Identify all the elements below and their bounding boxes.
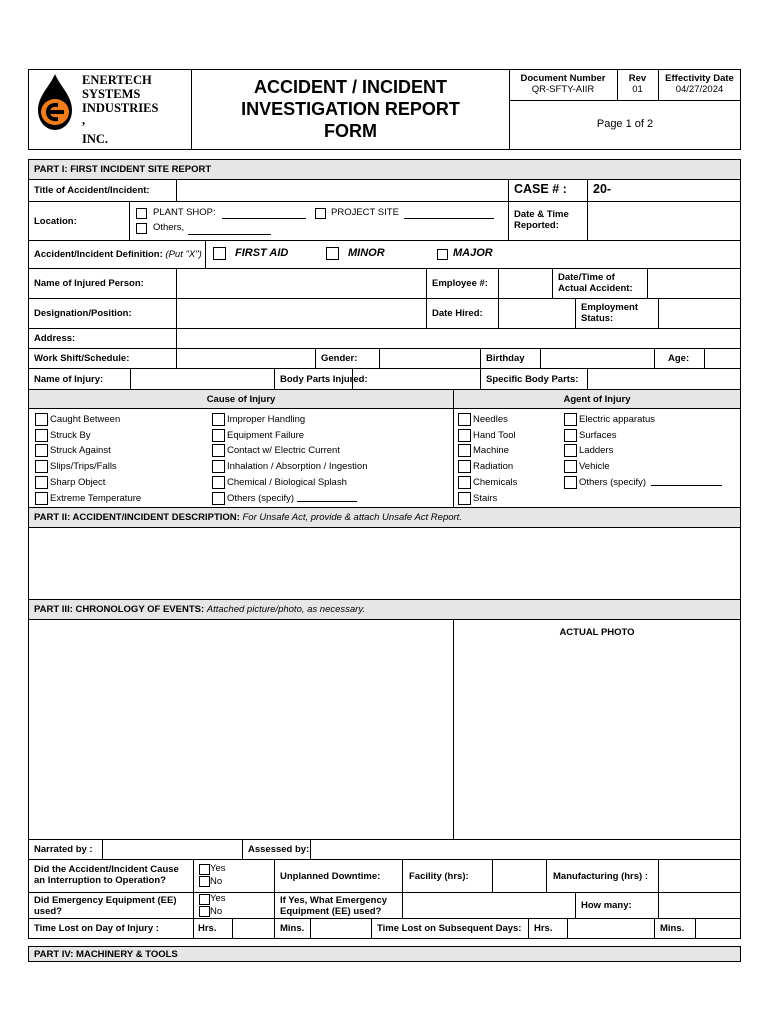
plant-shop-label: PLANT SHOP: <box>153 207 216 218</box>
definition-hint: (Put "X") <box>165 249 202 260</box>
gender-input[interactable] <box>380 349 480 367</box>
cause-option-label: Chemical / Biological Splash <box>227 476 347 488</box>
project-site-checkbox[interactable] <box>315 208 326 219</box>
cause-option-label: Equipment Failure <box>227 429 305 441</box>
rev-label: Rev <box>628 73 647 84</box>
narrated-by-input[interactable] <box>103 840 242 858</box>
age-input[interactable] <box>705 349 740 367</box>
actual-photo-label: ACTUAL PHOTO <box>559 627 635 638</box>
others-location-input[interactable] <box>188 224 271 235</box>
agent-option-label: Needles <box>473 414 508 425</box>
employee-no-label: Employee #: <box>432 278 488 289</box>
time-lost-day-mins-label: Mins. <box>280 923 305 934</box>
first-aid-checkbox[interactable] <box>213 247 226 260</box>
agent-option-checkbox[interactable] <box>458 429 471 442</box>
interruption-no-label: No <box>210 876 223 887</box>
minor-label: MINOR <box>348 247 385 259</box>
agent-option-checkbox[interactable] <box>458 444 471 457</box>
major-checkbox[interactable] <box>437 249 448 260</box>
part2-note: For Unsafe Act, provide & attach Unsafe Act Report. <box>242 512 462 523</box>
agent-option-label: Surfaces <box>579 429 617 441</box>
company-name-line4: , <box>82 113 86 127</box>
cause-option-checkbox[interactable] <box>212 444 225 457</box>
designation-input[interactable] <box>177 299 426 327</box>
agent-option-checkbox[interactable] <box>564 476 577 489</box>
description-textarea[interactable] <box>29 528 740 599</box>
doc-number-label: Document Number <box>520 73 606 84</box>
actual-photo-area[interactable] <box>454 640 740 839</box>
plant-shop-input[interactable] <box>222 208 306 219</box>
agent-option-label: Stairs <box>473 492 498 504</box>
cause-option-checkbox[interactable] <box>35 476 48 489</box>
agent-others-specify-line[interactable] <box>651 477 722 486</box>
part2-heading <box>34 512 462 523</box>
company-name-line5: INC. <box>82 132 109 146</box>
cause-option-label: Others (specify) <box>227 492 295 504</box>
date-reported-label: Date & Time Reported: <box>514 209 569 231</box>
project-site-label: PROJECT SITE <box>331 207 399 218</box>
cause-others-specify-line[interactable] <box>297 493 357 502</box>
cause-option-checkbox[interactable] <box>35 492 48 505</box>
interruption-no-checkbox[interactable] <box>199 876 210 887</box>
cause-option-checkbox[interactable] <box>212 429 225 442</box>
designation-label: Designation/Position: <box>34 308 132 319</box>
cause-option-label: Inhalation / Absorption / Ingestion <box>227 461 368 473</box>
cause-option-label: Sharp Object <box>50 476 106 488</box>
cause-option-checkbox[interactable] <box>35 444 48 457</box>
part3-note: Attached picture/photo, as necessary. <box>206 604 366 615</box>
time-lost-day-hrs-label: Hrs. <box>198 923 217 934</box>
date-reported-input[interactable] <box>588 202 740 239</box>
effectivity-date-value: 04/27/2024 <box>675 84 724 95</box>
agent-option-label: Hand Tool <box>473 429 516 441</box>
body-parts-label: Body Parts Injured: <box>280 374 368 385</box>
birthday-label: Birthday <box>486 353 525 364</box>
company-name-line1: ENERTECH <box>82 73 152 87</box>
company-name-line2: SYSTEMS <box>82 87 141 101</box>
doc-number-value: QR-SFTY-AIIR <box>531 84 595 95</box>
others-location-checkbox[interactable] <box>136 223 147 234</box>
part3-heading-text: PART III: CHRONOLOGY OF EVENTS: <box>34 604 205 615</box>
agent-option-label: Others (specify) <box>579 476 647 488</box>
injury-name-input[interactable] <box>131 369 274 388</box>
first-aid-label: FIRST AID <box>235 247 289 259</box>
manufacturing-hrs-label: Manufacturing (hrs) : <box>553 871 648 882</box>
agent-option-label: Vehicle <box>579 461 610 473</box>
injured-name-input[interactable] <box>177 269 426 297</box>
ee-what-question: If Yes, What Emergency Equipment (EE) used? <box>280 895 388 917</box>
work-shift-input[interactable] <box>177 349 315 367</box>
cause-option-label: Contact w/ Electric Current <box>227 445 340 457</box>
location-label: Location: <box>34 216 77 227</box>
cause-option-label: Extreme Temperature <box>50 492 142 504</box>
others-location-label: Others, <box>153 222 185 233</box>
employee-no-input[interactable] <box>499 269 552 297</box>
cause-option-checkbox[interactable] <box>35 429 48 442</box>
cause-option-checkbox[interactable] <box>212 476 225 489</box>
case-value[interactable]: 20- <box>593 182 612 196</box>
title-label: Title of Accident/Incident: <box>34 185 150 196</box>
manufacturing-hrs-input[interactable] <box>659 860 740 891</box>
cause-option-label: Struck Against <box>50 445 111 457</box>
agent-option-checkbox[interactable] <box>564 429 577 442</box>
unplanned-downtime-label: Unplanned Downtime: <box>280 871 381 882</box>
address-input[interactable] <box>177 329 740 347</box>
project-site-input[interactable] <box>404 208 494 219</box>
assessed-by-label: Assessed by: <box>248 844 310 855</box>
agent-heading: Agent of Injury <box>563 394 631 405</box>
case-label: CASE # : <box>514 182 567 196</box>
cause-option-checkbox[interactable] <box>212 492 225 505</box>
form-title-line3: FORM <box>324 121 377 141</box>
page-info: Page 1 of 2 <box>596 118 654 130</box>
cause-option-checkbox[interactable] <box>35 413 48 426</box>
employment-status-label: Employment Status: <box>581 302 639 324</box>
ee-yes-label: Yes <box>210 893 226 904</box>
date-time-actual-input[interactable] <box>648 269 740 297</box>
cause-option-checkbox[interactable] <box>212 460 225 473</box>
interruption-yes-checkbox[interactable] <box>199 864 210 875</box>
interruption-yes-label: Yes <box>210 863 226 874</box>
time-lost-subsequent-label: Time Lost on Subsequent Days: <box>377 923 522 934</box>
date-hired-label: Date Hired: <box>432 308 483 319</box>
injured-name-label: Name of Injured Person: <box>34 278 144 289</box>
time-lost-day-label: Time Lost on Day of Injury : <box>34 923 159 934</box>
part2-heading-text: PART II: ACCIDENT/INCIDENT DESCRIPTION: <box>34 512 240 523</box>
agent-option-label: Ladders <box>579 445 614 457</box>
ee-what-input[interactable] <box>403 893 574 917</box>
work-shift-label: Work Shift/Schedule: <box>34 353 130 364</box>
facility-hrs-input[interactable] <box>493 860 546 891</box>
narrated-by-label: Narrated by : <box>34 844 93 855</box>
agent-option-checkbox[interactable] <box>564 460 577 473</box>
facility-hrs-label: Facility (hrs): <box>409 871 469 882</box>
cause-option-label: Slips/Trips/Falls <box>50 461 117 473</box>
cause-option-label: Struck By <box>50 429 91 441</box>
agent-option-label: Electric apparatus <box>579 414 656 425</box>
cause-option-label: Caught Between <box>50 414 121 425</box>
agent-option-checkbox[interactable] <box>458 492 471 505</box>
definition-label <box>34 249 202 260</box>
assessed-by-input[interactable] <box>311 840 740 858</box>
effectivity-date-label: Effectivity Date <box>665 73 734 84</box>
cause-heading: Cause of Injury <box>206 394 276 405</box>
ee-yes-checkbox[interactable] <box>199 894 210 905</box>
form-title-line2: INVESTIGATION REPORT <box>241 99 460 119</box>
agent-option-checkbox[interactable] <box>564 444 577 457</box>
agent-option-label: Chemicals <box>473 476 518 488</box>
cause-option-checkbox[interactable] <box>212 413 225 426</box>
agent-option-checkbox[interactable] <box>458 413 471 426</box>
company-name-line3: INDUSTRIES <box>82 101 159 115</box>
part4-heading: PART IV: MACHINERY & TOOLS <box>34 949 178 960</box>
major-label: MAJOR <box>453 247 493 259</box>
ee-no-label: No <box>210 906 223 917</box>
ee-no-checkbox[interactable] <box>199 906 210 917</box>
employment-status-input[interactable] <box>659 299 740 327</box>
time-lost-subsequent-hrs-label: Hrs. <box>534 923 553 934</box>
birthday-input[interactable] <box>541 349 654 367</box>
agent-option-label: Machine <box>473 445 509 457</box>
date-hired-input[interactable] <box>499 299 574 327</box>
plant-shop-checkbox[interactable] <box>136 208 147 219</box>
company-logo-icon <box>32 72 78 134</box>
specific-parts-label: Specific Body Parts: <box>486 374 579 385</box>
form-title <box>192 76 509 142</box>
cause-option-checkbox[interactable] <box>35 460 48 473</box>
interruption-question: Did the Accident/Incident Cause an Interruption to Operation? <box>34 864 179 886</box>
time-lost-subsequent-mins-label: Mins. <box>660 923 685 934</box>
part1-heading: PART I: FIRST INCIDENT SITE REPORT <box>34 164 212 175</box>
gender-label: Gender: <box>321 353 358 364</box>
cause-option-label: Improper Handling <box>227 414 306 425</box>
ee-used-question: Did Emergency Equipment (EE) used? <box>34 895 177 917</box>
date-time-actual-label: Date/Time of Actual Accident: <box>558 272 633 294</box>
definition-label-text: Accident/Incident Definition: <box>34 249 163 260</box>
specific-parts-input[interactable] <box>588 369 740 388</box>
title-input[interactable] <box>177 180 507 200</box>
how-many-label: How many: <box>581 900 632 911</box>
form-title-line1: ACCIDENT / INCIDENT <box>254 77 447 97</box>
agent-option-checkbox[interactable] <box>564 413 577 426</box>
age-label: Age: <box>668 353 690 364</box>
agent-option-checkbox[interactable] <box>458 476 471 489</box>
minor-checkbox[interactable] <box>326 247 339 260</box>
body-parts-input[interactable] <box>353 369 480 388</box>
injury-name-label: Name of Injury: <box>34 374 104 385</box>
agent-option-label: Radiation <box>473 461 514 473</box>
part3-heading <box>34 604 365 615</box>
rev-value: 01 <box>632 84 643 95</box>
agent-option-checkbox[interactable] <box>458 460 471 473</box>
chronology-textarea[interactable] <box>29 620 452 839</box>
how-many-input[interactable] <box>659 893 740 917</box>
address-label: Address: <box>34 333 76 344</box>
